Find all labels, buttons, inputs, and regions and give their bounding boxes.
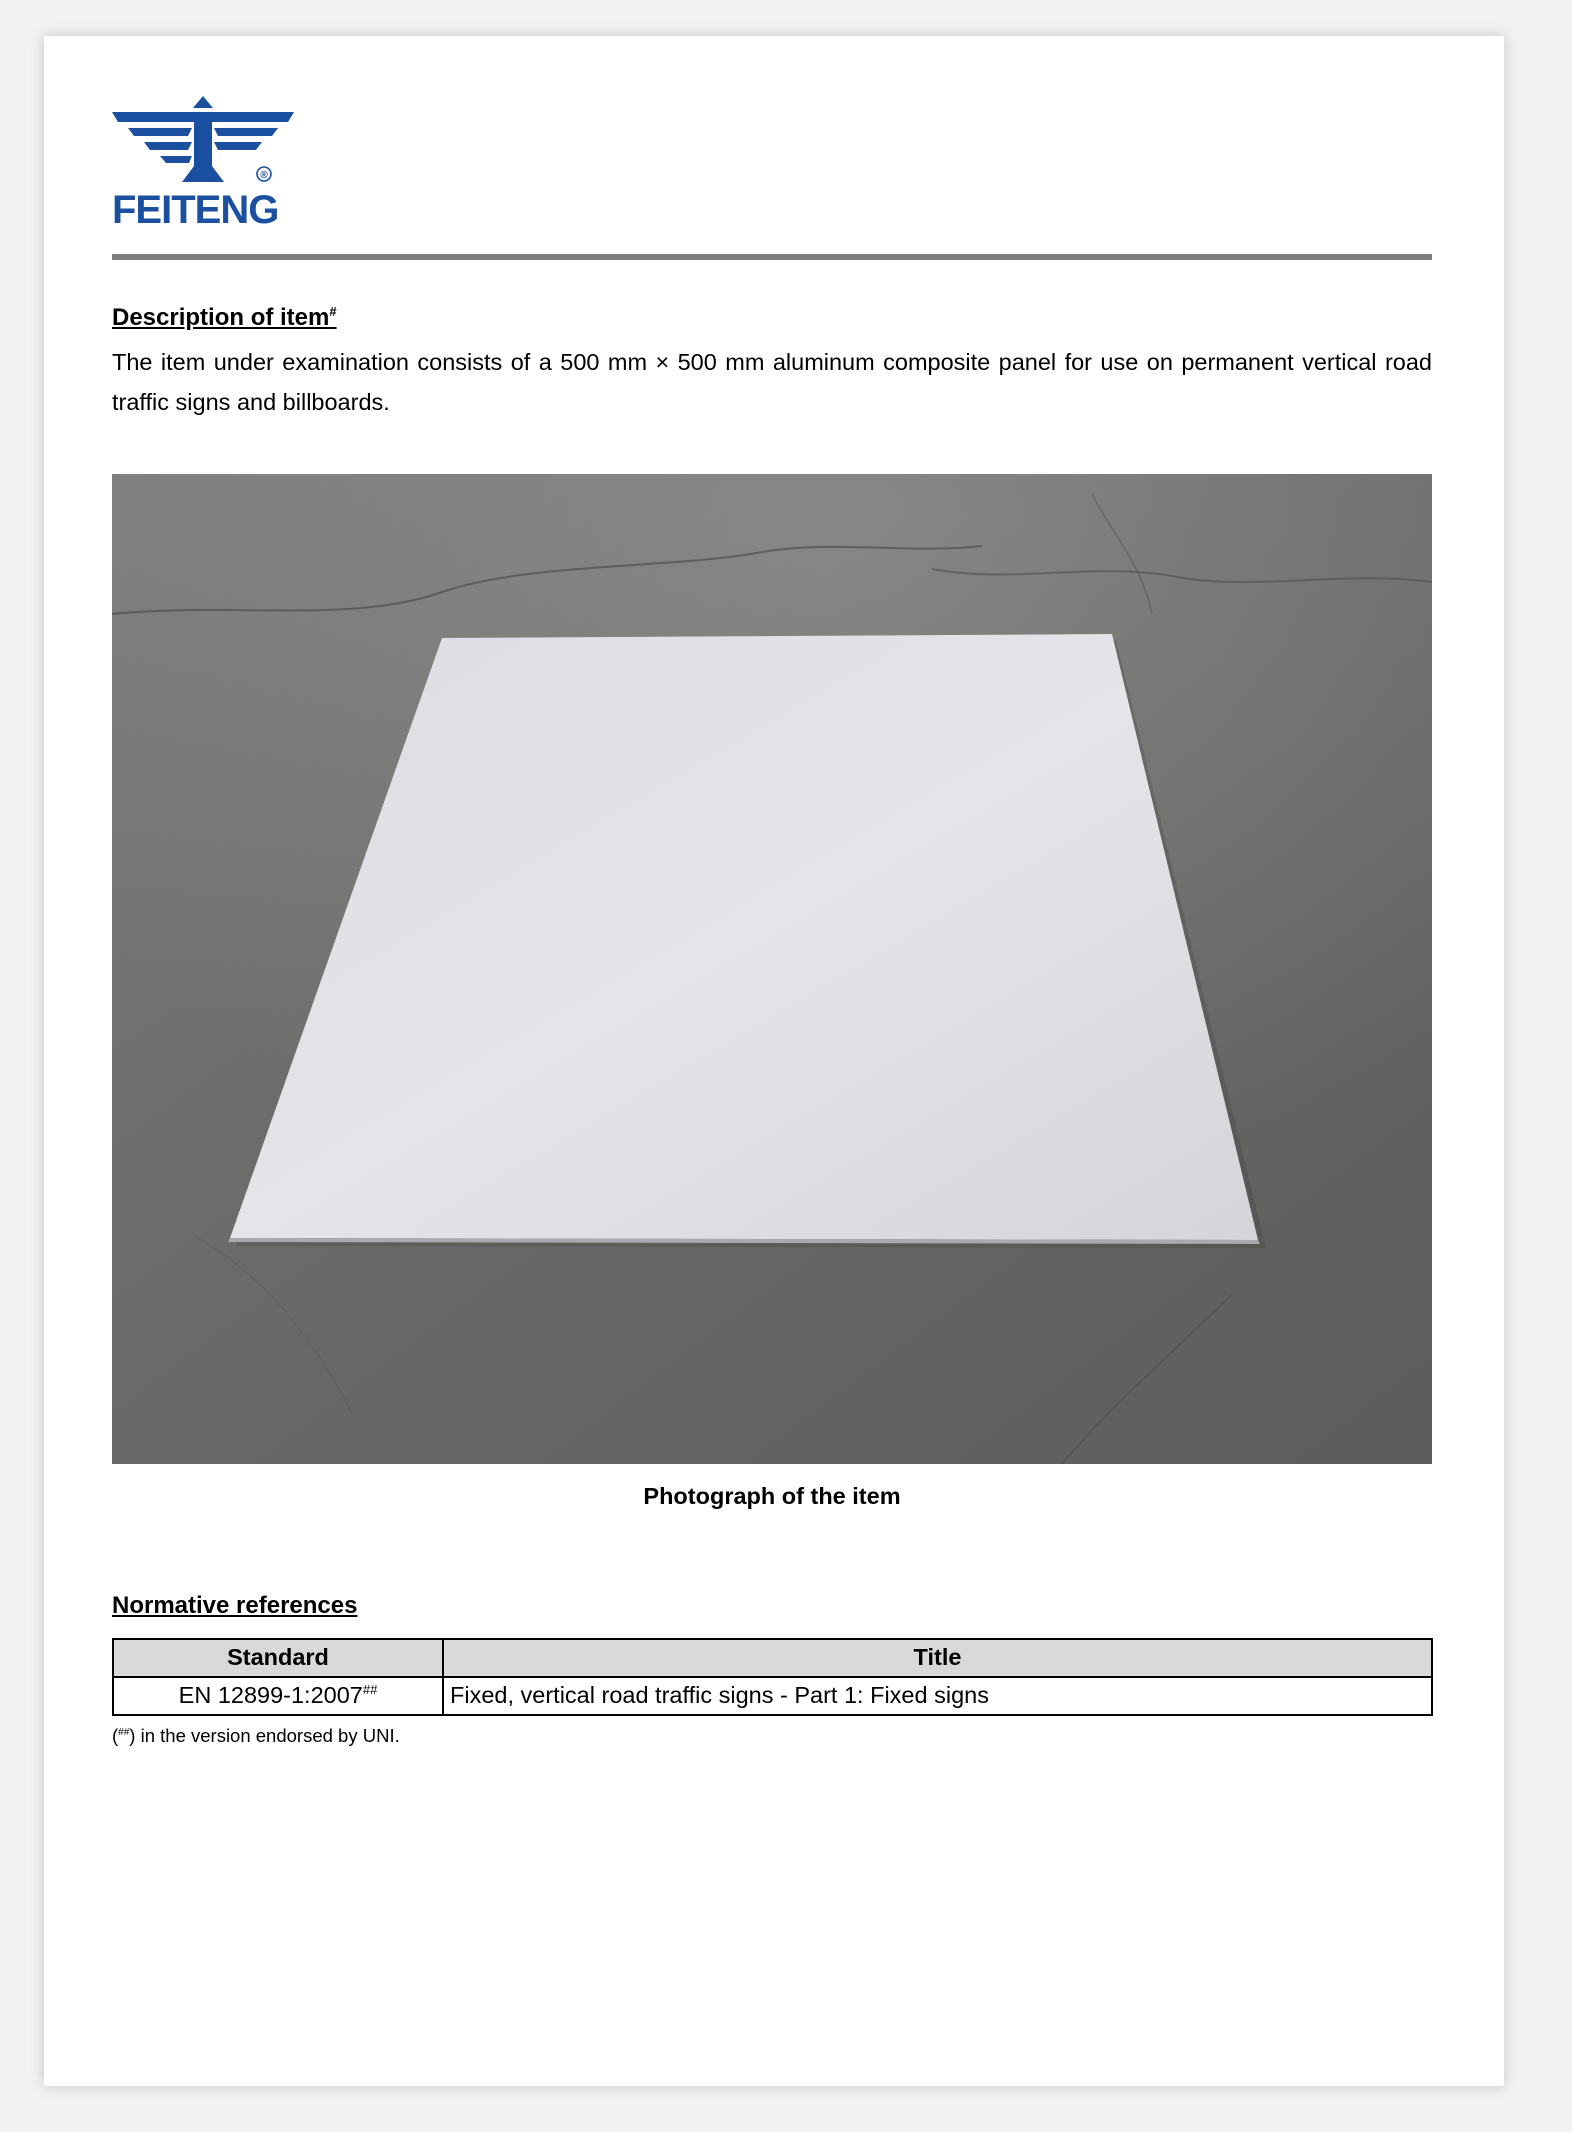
feiteng-logo (112, 96, 294, 236)
table-row (113, 1677, 1432, 1715)
column-header-standard: Standard (113, 1639, 443, 1677)
footnote-mark: ## (118, 1726, 130, 1738)
standard-cell (113, 1677, 443, 1715)
document-page (44, 36, 1504, 2086)
table-header-row (113, 1639, 1432, 1677)
title-cell: Fixed, vertical road traffic signs - Part 1: Fixed signs (443, 1677, 1432, 1715)
photo-image (112, 474, 1432, 1464)
description-heading-mark: # (329, 304, 337, 319)
eagle-logo-icon (112, 96, 294, 196)
item-photograph (112, 474, 1432, 1464)
page-content (112, 36, 1432, 2086)
brand-name: FEITENG (112, 188, 279, 232)
footnote-text: ) in the version endorsed by UNI. (129, 1725, 400, 1746)
column-header-title: Title (443, 1639, 1432, 1677)
description-heading (112, 306, 337, 330)
header-divider (112, 254, 1432, 260)
table-footnote (112, 1727, 400, 1746)
registered-mark: ® (260, 170, 268, 181)
footnote-open: ( (112, 1725, 119, 1746)
normative-references-heading: Normative references (112, 1592, 358, 1619)
description-heading-text: Description of item (112, 304, 330, 331)
photo-caption: Photograph of the item (643, 1483, 901, 1509)
standard-footnote-mark: ## (362, 1682, 378, 1698)
standard-code: EN 12899-1:2007 (178, 1682, 363, 1709)
normative-references-table (112, 1638, 1433, 1716)
description-text: The item under examination consists of a 500 mm × 500 mm aluminum composite panel for use on permanent vertical road traffic signs and billboards. (112, 349, 1432, 415)
